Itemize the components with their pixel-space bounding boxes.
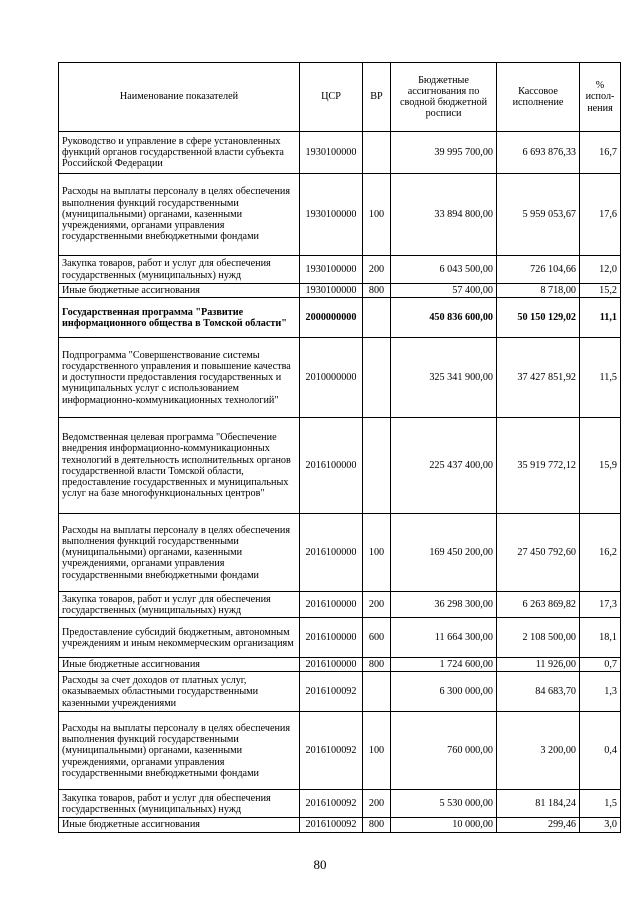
cell-cash: 6 263 869,82 — [497, 592, 580, 618]
cell-vr: 200 — [363, 790, 391, 818]
cell-name: Предоставление субсидий бюджетным, автономным учреждениям и иным некоммерческим организациям — [59, 618, 300, 658]
cell-pct: 0,7 — [580, 658, 621, 672]
cell-cash: 84 683,70 — [497, 672, 580, 712]
cell-vr: 800 — [363, 818, 391, 832]
cell-cash: 2 108 500,00 — [497, 618, 580, 658]
cell-cash: 11 926,00 — [497, 658, 580, 672]
cell-name: Закупка товаров, работ и услуг для обеспечения государственных (муниципальных) нужд — [59, 256, 300, 284]
cell-name: Расходы за счет доходов от платных услуг, оказываемых областными государственными казенными учреждениями — [59, 672, 300, 712]
cell-csr: 2016100092 — [300, 818, 363, 832]
budget-table — [58, 62, 621, 833]
cell-cash: 81 184,24 — [497, 790, 580, 818]
cell-csr: 1930100000 — [300, 256, 363, 284]
cell-budget: 11 664 300,00 — [391, 618, 497, 658]
cell-pct: 11,1 — [580, 298, 621, 338]
cell-budget: 760 000,00 — [391, 712, 497, 790]
cell-name: Расходы на выплаты персоналу в целях обеспечения выполнения функций государственными (муниципальными) органами, казенными учреждениями, органами управления государственными внебюджетными фондами — [59, 712, 300, 790]
cell-vr: 200 — [363, 592, 391, 618]
cell-csr: 1930100000 — [300, 284, 363, 298]
cell-pct: 3,0 — [580, 818, 621, 832]
table-row — [59, 592, 621, 618]
cell-pct: 1,5 — [580, 790, 621, 818]
table-row — [59, 790, 621, 818]
table-row — [59, 298, 621, 338]
table-row — [59, 132, 621, 174]
cell-name: Подпрограмма "Совершенствование системы государственного управления и повышение качества и доступности предоставления государственных и муниципальных услуг с использованием информационно-коммуникационных технологий" — [59, 338, 300, 418]
cell-cash: 37 427 851,92 — [497, 338, 580, 418]
table-row — [59, 818, 621, 832]
cell-pct: 11,5 — [580, 338, 621, 418]
cell-csr: 2016100000 — [300, 592, 363, 618]
cell-budget: 6 043 500,00 — [391, 256, 497, 284]
table-row — [59, 672, 621, 712]
cell-csr: 2016100000 — [300, 514, 363, 592]
cell-pct: 12,0 — [580, 256, 621, 284]
cell-csr: 2010000000 — [300, 338, 363, 418]
cell-budget: 6 300 000,00 — [391, 672, 497, 712]
cell-pct: 17,3 — [580, 592, 621, 618]
cell-vr: 800 — [363, 284, 391, 298]
cell-budget: 10 000,00 — [391, 818, 497, 832]
cell-pct: 16,7 — [580, 132, 621, 174]
table-row — [59, 174, 621, 256]
cell-csr: 2016100092 — [300, 712, 363, 790]
cell-name: Руководство и управление в сфере установленных функций органов государственной власти субъекта Российской Федерации — [59, 132, 300, 174]
cell-csr: 2016100000 — [300, 418, 363, 514]
cell-vr: 600 — [363, 618, 391, 658]
table-row — [59, 618, 621, 658]
table-row — [59, 712, 621, 790]
cell-csr: 2000000000 — [300, 298, 363, 338]
cell-budget: 33 894 800,00 — [391, 174, 497, 256]
cell-csr: 2016100092 — [300, 672, 363, 712]
header-cash: Кассовое исполнение — [497, 63, 580, 132]
cell-cash: 35 919 772,12 — [497, 418, 580, 514]
cell-budget: 450 836 600,00 — [391, 298, 497, 338]
cell-budget: 39 995 700,00 — [391, 132, 497, 174]
cell-pct: 0,4 — [580, 712, 621, 790]
table-row — [59, 514, 621, 592]
cell-vr: 100 — [363, 712, 391, 790]
page-number: 80 — [313, 857, 327, 872]
cell-name: Расходы на выплаты персоналу в целях обеспечения выполнения функций государственными (муниципальными) органами, казенными учреждениями, органами управления государственными внебюджетными фондами — [59, 174, 300, 256]
table-row — [59, 338, 621, 418]
cell-vr — [363, 298, 391, 338]
header-budget: Бюджетные ассигнования по сводной бюджетной росписи — [391, 63, 497, 132]
cell-name: Иные бюджетные ассигнования — [59, 818, 300, 832]
cell-pct: 17,6 — [580, 174, 621, 256]
cell-pct: 15,9 — [580, 418, 621, 514]
cell-pct: 1,3 — [580, 672, 621, 712]
cell-vr — [363, 132, 391, 174]
table-row — [59, 284, 621, 298]
cell-budget: 1 724 600,00 — [391, 658, 497, 672]
cell-cash: 27 450 792,60 — [497, 514, 580, 592]
cell-cash: 726 104,66 — [497, 256, 580, 284]
cell-vr: 100 — [363, 514, 391, 592]
cell-name: Иные бюджетные ассигнования — [59, 658, 300, 672]
cell-cash: 50 150 129,02 — [497, 298, 580, 338]
cell-budget: 36 298 300,00 — [391, 592, 497, 618]
header-name: Наименование показателей — [59, 63, 300, 132]
cell-csr: 2016100000 — [300, 658, 363, 672]
cell-name: Закупка товаров, работ и услуг для обеспечения государственных (муниципальных) нужд — [59, 790, 300, 818]
cell-budget: 325 341 900,00 — [391, 338, 497, 418]
cell-name: Государственная программа "Развитие информационного общества в Томской области" — [59, 298, 300, 338]
table-row — [59, 658, 621, 672]
cell-pct: 16,2 — [580, 514, 621, 592]
cell-csr: 1930100000 — [300, 132, 363, 174]
cell-cash: 8 718,00 — [497, 284, 580, 298]
cell-vr: 100 — [363, 174, 391, 256]
cell-cash: 299,46 — [497, 818, 580, 832]
cell-csr: 2016100092 — [300, 790, 363, 818]
cell-vr: 200 — [363, 256, 391, 284]
cell-cash: 5 959 053,67 — [497, 174, 580, 256]
cell-pct: 18,1 — [580, 618, 621, 658]
cell-budget: 225 437 400,00 — [391, 418, 497, 514]
cell-name: Иные бюджетные ассигнования — [59, 284, 300, 298]
cell-pct: 15,2 — [580, 284, 621, 298]
cell-budget: 57 400,00 — [391, 284, 497, 298]
cell-budget: 169 450 200,00 — [391, 514, 497, 592]
cell-csr: 2016100000 — [300, 618, 363, 658]
table-row — [59, 418, 621, 514]
header-percent: % испол-нения — [580, 63, 621, 132]
table-body — [59, 132, 621, 833]
cell-vr — [363, 418, 391, 514]
header-csr: ЦСР — [300, 63, 363, 132]
cell-name: Расходы на выплаты персоналу в целях обеспечения выполнения функций государственными (муниципальными) органами, казенными учреждениями, органами управления государственными внебюджетными фондами — [59, 514, 300, 592]
cell-name: Закупка товаров, работ и услуг для обеспечения государственных (муниципальных) нужд — [59, 592, 300, 618]
cell-cash: 6 693 876,33 — [497, 132, 580, 174]
cell-vr: 800 — [363, 658, 391, 672]
header-vr: ВР — [363, 63, 391, 132]
table-row — [59, 256, 621, 284]
cell-vr — [363, 672, 391, 712]
cell-cash: 3 200,00 — [497, 712, 580, 790]
cell-budget: 5 530 000,00 — [391, 790, 497, 818]
cell-vr — [363, 338, 391, 418]
cell-name: Ведомственная целевая программа "Обеспечение внедрения информационно-коммуникационных технологий в деятельность исполнительных органов государственной власти Томской области, предоставление государственных и муниципальных услуг на базе многофункциональных центров" — [59, 418, 300, 514]
cell-csr: 1930100000 — [300, 174, 363, 256]
table-header-row — [59, 63, 621, 132]
